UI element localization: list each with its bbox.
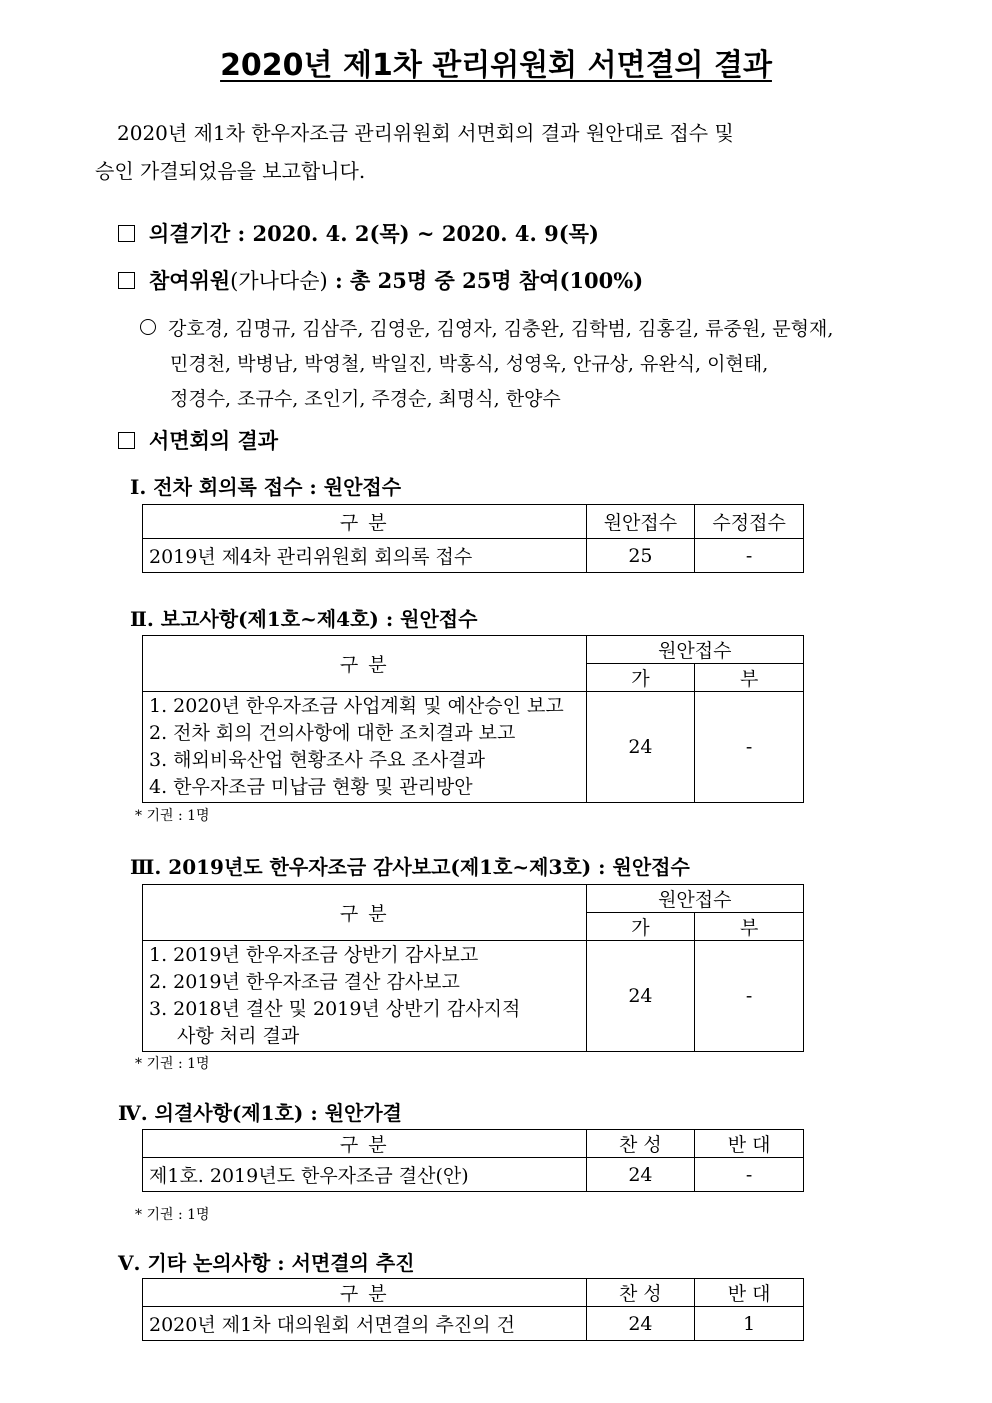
column-header-no: 부 [695, 913, 804, 941]
table-header-row [143, 1130, 804, 1158]
list-item: 사항 처리 결과 [177, 1025, 300, 1047]
row-for: 24 [586, 1158, 695, 1192]
participants-label: 참여위원 [149, 268, 231, 293]
intro-line-2: 승인 가결되었음을 보고합니다. [95, 159, 366, 183]
section-2-table [142, 635, 804, 803]
results-heading: 서면회의 결과 [118, 425, 278, 455]
table-row [143, 1158, 804, 1192]
column-header-category: 구 분 [143, 1279, 587, 1307]
row-yes: 24 [586, 692, 695, 803]
column-header-yes: 가 [586, 664, 695, 692]
row-original: 25 [586, 539, 695, 573]
column-header-against: 반 대 [695, 1279, 804, 1307]
table-header-row [143, 505, 804, 539]
column-header-group: 원안접수 [586, 885, 803, 913]
column-header-category: 구 분 [143, 636, 587, 692]
section-3-heading: Ⅲ. 2019년도 한우자조금 감사보고(제1호~제3호) : 원안접수 [130, 855, 690, 879]
section-5-table [142, 1278, 804, 1341]
column-header-category: 구 분 [143, 885, 587, 941]
table-row [143, 941, 804, 1052]
column-header-against: 반 대 [695, 1130, 804, 1158]
voting-period-value: : 2020. 4. 2(목) ~ 2020. 4. 9(목) [230, 221, 599, 246]
row-no: - [695, 692, 804, 803]
document-title-text: 2020년 제1차 관리위원회 서면결의 결과 [220, 48, 772, 83]
section-2-note: * 기권 : 1명 [135, 808, 210, 824]
member-list-line-3: 정경수, 조규수, 조인기, 주경순, 최명식, 한양수 [170, 388, 561, 410]
list-item: 1. 2019년 한우자조금 상반기 감사보고 [149, 944, 479, 966]
row-item: 제1호. 2019년도 한우자조금 결산(안) [143, 1158, 587, 1192]
table-row [143, 539, 804, 573]
section-4-note: * 기권 : 1명 [135, 1207, 210, 1223]
document-title [0, 40, 992, 84]
row-revised: - [695, 539, 804, 573]
table-header-row [143, 1279, 804, 1307]
column-header-for: 찬 성 [586, 1279, 695, 1307]
column-header-category: 구 분 [143, 505, 587, 539]
member-list-line-2: 민경천, 박병남, 박영철, 박일진, 박홍식, 성영욱, 안규상, 유완식, 이현태, [170, 353, 769, 375]
list-item: 1. 2020년 한우자조금 사업계획 및 예산승인 보고 [149, 695, 564, 717]
checkbox-square-icon [118, 272, 135, 289]
voting-period [118, 218, 599, 248]
column-header-revised: 수정접수 [695, 505, 804, 539]
section-4-heading: Ⅳ. 의결사항(제1호) : 원안가결 [118, 1101, 402, 1125]
section-2-heading: Ⅱ. 보고사항(제1호~제4호) : 원안접수 [130, 607, 478, 631]
list-item: 3. 2018년 결산 및 2019년 상반기 감사지적 [149, 998, 521, 1020]
row-against: 1 [695, 1307, 804, 1341]
participants-note: (가나다순) [230, 269, 328, 293]
checkbox-square-icon [118, 432, 135, 449]
table-header-row [143, 885, 804, 913]
column-header-original: 원안접수 [586, 505, 695, 539]
column-header-for: 찬 성 [586, 1130, 695, 1158]
column-header-category: 구 분 [143, 1130, 587, 1158]
voting-period-label: 의결기간 [149, 221, 231, 246]
section-4-table [142, 1129, 804, 1192]
column-header-yes: 가 [586, 913, 695, 941]
row-against: - [695, 1158, 804, 1192]
table-row [143, 1307, 804, 1341]
row-yes: 24 [586, 941, 695, 1052]
participants [118, 265, 643, 295]
list-item: 2. 전차 회의 건의사항에 대한 조치결과 보고 [149, 722, 516, 744]
checkbox-square-icon [118, 225, 135, 242]
row-for: 24 [586, 1307, 695, 1341]
section-1-table [142, 504, 804, 573]
row-item: 2020년 제1차 대의원회 서면결의 추진의 건 [143, 1307, 587, 1341]
section-3-table [142, 884, 804, 1052]
intro-line-1: 2020년 제1차 한우자조금 관리위원회 서면회의 결과 원안대로 접수 및 [117, 121, 734, 145]
member-list-line-1: 강호경, 김명규, 김삼주, 김영운, 김영자, 김충완, 김학범, 김홍길, 류중원, 문형재, [140, 312, 900, 347]
row-item: 2019년 제4차 관리위원회 회의록 접수 [143, 539, 587, 573]
circle-bullet-icon [140, 319, 156, 335]
report-items [143, 692, 587, 803]
list-item: 3. 해외비육산업 현황조사 주요 조사결과 [149, 749, 485, 771]
participants-value: : 총 25명 중 25명 참여(100%) [327, 268, 644, 293]
row-no: - [695, 941, 804, 1052]
column-header-no: 부 [695, 664, 804, 692]
table-header-row [143, 636, 804, 664]
section-1-heading: Ⅰ. 전차 회의록 접수 : 원안접수 [130, 475, 402, 499]
intro-paragraph [95, 114, 897, 190]
section-5-heading: Ⅴ. 기타 논의사항 : 서면결의 추진 [118, 1251, 415, 1275]
section-3-note: * 기권 : 1명 [135, 1056, 210, 1072]
column-header-group: 원안접수 [586, 636, 803, 664]
member-list [140, 312, 900, 417]
list-item: 4. 한우자조금 미납금 현황 및 관리방안 [149, 776, 473, 798]
list-item: 2. 2019년 한우자조금 결산 감사보고 [149, 971, 460, 993]
table-row [143, 692, 804, 803]
audit-items [143, 941, 587, 1052]
